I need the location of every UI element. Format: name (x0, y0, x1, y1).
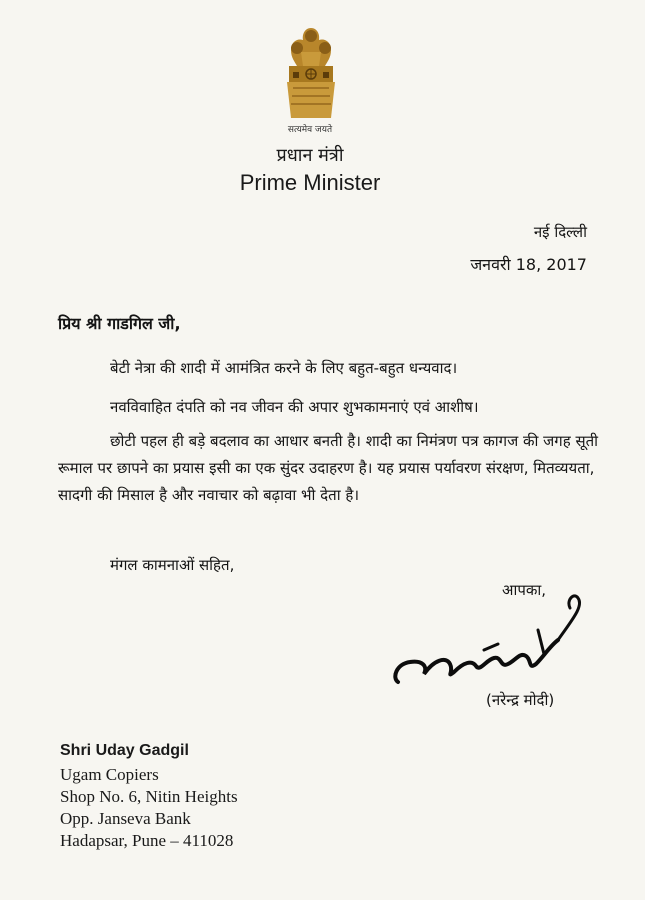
body-paragraph-initiative-text: छोटी पहल ही बड़े बदलाव का आधार बनती है। शादी का निमंत्रण पत्र कागज की जगह सूती रूमाल पर छापने का प्रयास इसी का एक सुंदर उदाहरण है। यह प्रयास पर्यावरण संरक्षण, मितव्ययता, सादगी की मिसाल है और नवाचार को बढ़ावा भी देता है। (58, 432, 599, 504)
salutation: प्रिय श्री गाडगिल जी, (58, 314, 181, 333)
body-paragraph-regards: मंगल कामनाओं सहित, (110, 556, 235, 574)
signatory-name: (नरेन्द्र मोदी) (486, 691, 555, 709)
handwritten-signature (388, 590, 588, 690)
state-emblem-icon (275, 22, 347, 122)
office-title-english: Prime Minister (239, 170, 381, 195)
recipient-address-line: Hadapsar, Pune – 411028 (60, 831, 234, 850)
body-paragraph-wishes: नवविवाहित दंपति को नव जीवन की अपार शुभकामनाएं एवं आशीष। (110, 398, 479, 416)
recipient-name: Shri Uday Gadgil (60, 742, 189, 759)
closing: आपका, (502, 581, 547, 599)
emblem-motto: सत्यमेव जयते (287, 125, 333, 135)
office-title-hindi: प्रधान मंत्री (276, 145, 344, 166)
recipient-address-line: Ugam Copiers (60, 765, 159, 784)
letter-place: नई दिल्ली (533, 223, 587, 241)
body-paragraph-initiative (58, 428, 606, 509)
body-paragraph-thanks: बेटी नेत्रा की शादी में आमंत्रित करने के लिए बहुत-बहुत धन्यवाद। (110, 359, 458, 377)
recipient-address-line: Shop No. 6, Nitin Heights (60, 787, 238, 806)
letter-date: जनवरी 18, 2017 (470, 255, 587, 274)
recipient-address-line: Opp. Janseva Bank (60, 809, 191, 828)
